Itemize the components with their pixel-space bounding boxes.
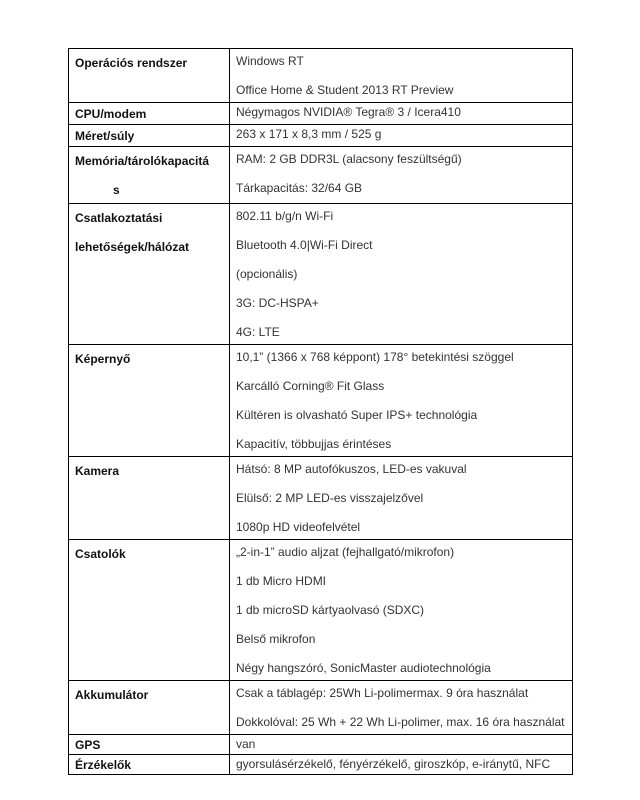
spec-value [230, 755, 573, 775]
spec-label-text: GPS [75, 738, 101, 752]
spec-value [230, 147, 573, 204]
spec-label [69, 755, 230, 775]
spec-value [230, 103, 573, 125]
spec-value-line: Dokkolóval: 25 Wh + 22 Wh Li-polimer, max. 16 óra használat [236, 715, 565, 729]
spec-value [230, 345, 573, 457]
spec-value [230, 49, 573, 103]
spec-table [68, 48, 573, 775]
spec-value-line: 1080p HD videofelvétel [236, 520, 361, 534]
spec-value-line: Bluetooth 4.0|Wi-Fi Direct [236, 238, 373, 252]
spec-value-line: 3G: DC-HSPA+ [236, 296, 319, 310]
spec-value-line: Belső mikrofon [236, 632, 316, 646]
spec-label [69, 735, 230, 755]
spec-value-line: van [236, 737, 256, 751]
spec-value-line: Négy hangszóró, SonicMaster audiotechnológia [236, 661, 491, 675]
spec-value-line: Négymagos NVIDIA® Tegra® 3 / Icera410 [236, 105, 461, 119]
spec-row-connectivity [69, 204, 573, 345]
spec-value [230, 204, 573, 345]
spec-label-text: Memória/tárolókapacitá [75, 154, 210, 168]
spec-label [69, 103, 230, 125]
spec-row-sensors [69, 755, 573, 775]
spec-label-text: Méret/súly [75, 129, 135, 143]
spec-label-text: Akkumulátor [75, 688, 149, 702]
spec-value-line: „2-in-1” audio aljzat (fejhallgató/mikrofon) [236, 545, 455, 559]
spec-value [230, 681, 573, 735]
spec-value-line: 10,1” (1366 x 768 képpont) 178° betekintési szöggel [236, 350, 514, 364]
spec-value-line: gyorsulásérzékelő, fényérzékelő, giroszkóp, e-iránytű, NFC [236, 757, 551, 771]
spec-row-battery [69, 681, 573, 735]
spec-value-line: 802.11 b/g/n Wi-Fi [236, 209, 334, 223]
spec-value-line: Csak a táblagép: 25Wh Li-polimermax. 9 óra használat [236, 686, 529, 700]
spec-value-line: RAM: 2 GB DDR3L (alacsony feszültségű) [236, 152, 462, 166]
spec-label-text: Képernyő [75, 352, 131, 366]
spec-value-line: (opcionális) [236, 267, 298, 281]
spec-value-line: 4G: LTE [236, 325, 280, 339]
spec-label [69, 147, 230, 204]
spec-value-line: Kültéren is olvasható Super IPS+ technológia [236, 408, 478, 422]
spec-label-text: CPU/modem [75, 107, 147, 121]
spec-row-camera [69, 457, 573, 540]
spec-value [230, 457, 573, 540]
spec-label-text: Operációs rendszer [75, 56, 188, 70]
spec-label-text: lehetőségek/hálózat [75, 240, 190, 254]
spec-row-gps [69, 735, 573, 755]
spec-value [230, 540, 573, 681]
spec-value [230, 125, 573, 147]
spec-row-cpu [69, 103, 573, 125]
spec-value-line: 1 db Micro HDMI [236, 574, 327, 588]
spec-label [69, 681, 230, 735]
spec-value-line: Tárkapacitás: 32/64 GB [236, 181, 363, 195]
spec-value-line: 263 x 171 x 8,3 mm / 525 g [236, 127, 382, 141]
spec-value-line: 1 db microSD kártyaolvasó (SDXC) [236, 603, 425, 617]
spec-label [69, 204, 230, 345]
spec-row-ports [69, 540, 573, 681]
spec-row-os [69, 49, 573, 103]
spec-value-line: Elülső: 2 MP LED-es visszajelzővel [236, 491, 424, 505]
spec-value-line: Kapacitív, többujjas érintéses [236, 437, 392, 451]
spec-value-line: Windows RT [236, 54, 304, 68]
spec-label [69, 457, 230, 540]
spec-label-text: Csatlakoztatási [75, 211, 163, 225]
spec-label [69, 540, 230, 681]
spec-value-line: Office Home & Student 2013 RT Preview [236, 83, 454, 97]
spec-row-display [69, 345, 573, 457]
spec-row-size [69, 125, 573, 147]
spec-label-text: s [113, 183, 120, 197]
spec-label [69, 125, 230, 147]
spec-value-line: Hátsó: 8 MP autofókuszos, LED-es vakuval [236, 462, 467, 476]
spec-label-text: Csatolók [75, 547, 126, 561]
spec-label-text: Kamera [75, 464, 120, 478]
spec-label [69, 49, 230, 103]
spec-row-memory [69, 147, 573, 204]
spec-label-text: Érzékelők [75, 758, 132, 772]
spec-value [230, 735, 573, 755]
spec-label [69, 345, 230, 457]
spec-value-line: Karcálló Corning® Fit Glass [236, 379, 385, 393]
